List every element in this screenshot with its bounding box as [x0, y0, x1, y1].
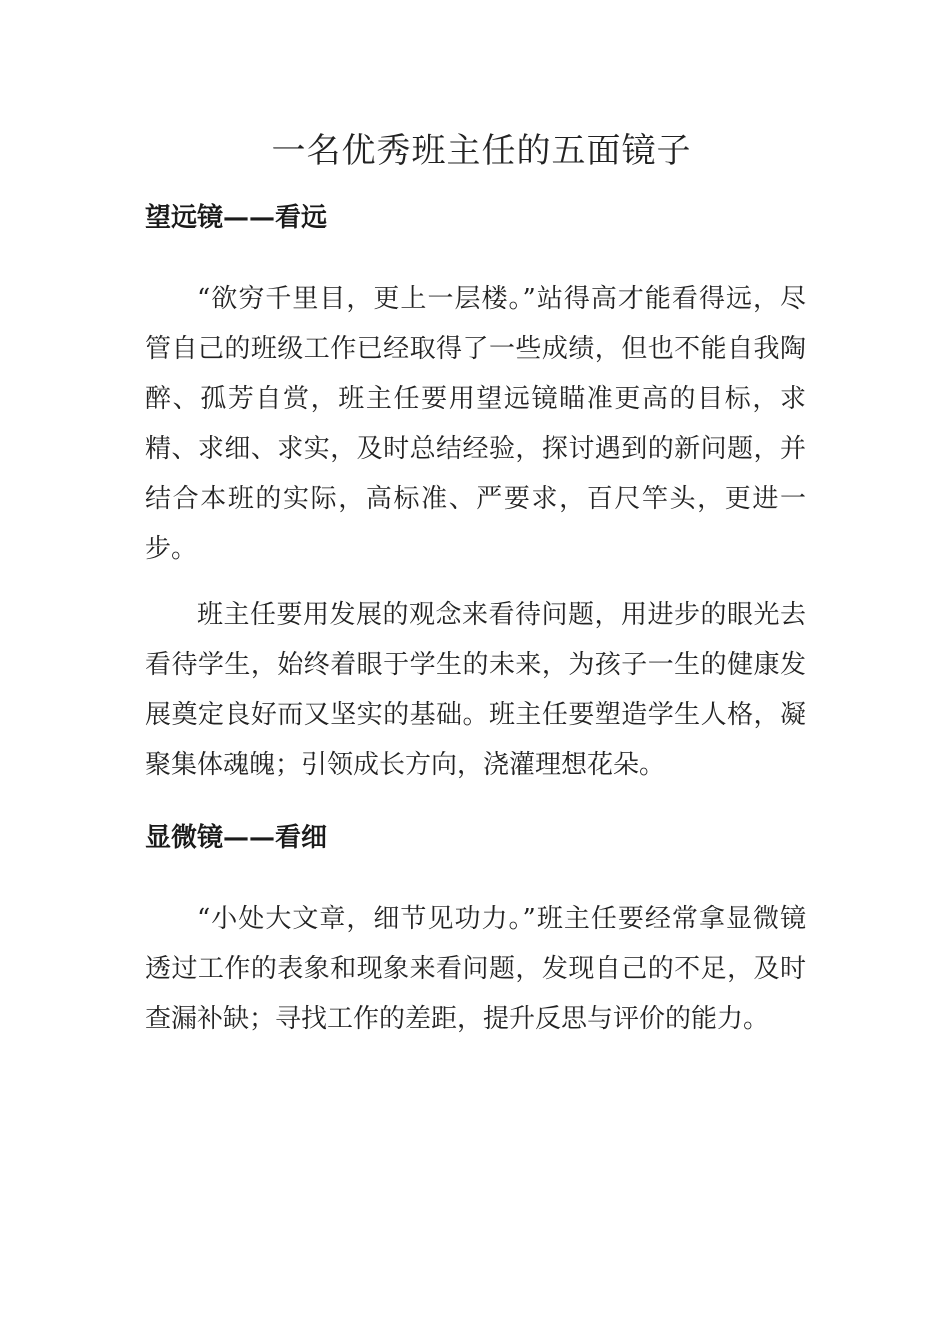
page-title: 一名优秀班主任的五面镜子 — [271, 131, 692, 171]
paragraph: 班主任要用发展的观念来看待问题，用进步的眼光去看待学生，始终着眼于学生的未来，为孩子一生的健康发展奠定良好而又坚实的基础。班主任要塑造学生人格，凝聚集体魂魄；引领成长方向，浇灌理想花朵。 — [145, 600, 806, 780]
paragraph: “欲穷千里目，更上一层楼。”站得高才能看得远，尽管自己的班级工作已经取得了一些成绩，但也不能自我陶醉、孤芳自赏，班主任要用望远镜瞄准更高的目标，求精、求细、求实，及时总结经验，探讨遇到的新问题，并结合本班的实际，高标准、严要求，百尺竿头，更进一步。 — [145, 284, 806, 564]
paragraph: “小处大文章，细节见功力。”班主任要经常拿显微镜透过工作的表象和现象来看问题，发现自己的不足，及时查漏补缺；寻找工作的差距，提升反思与评价的能力。 — [145, 904, 806, 1034]
section-telescope — [145, 198, 806, 790]
section-microscope — [145, 818, 806, 1044]
document-body — [145, 126, 806, 1044]
section-heading: 显微镜——看细 — [145, 823, 328, 853]
section-heading: 望远镜——看远 — [145, 203, 328, 233]
